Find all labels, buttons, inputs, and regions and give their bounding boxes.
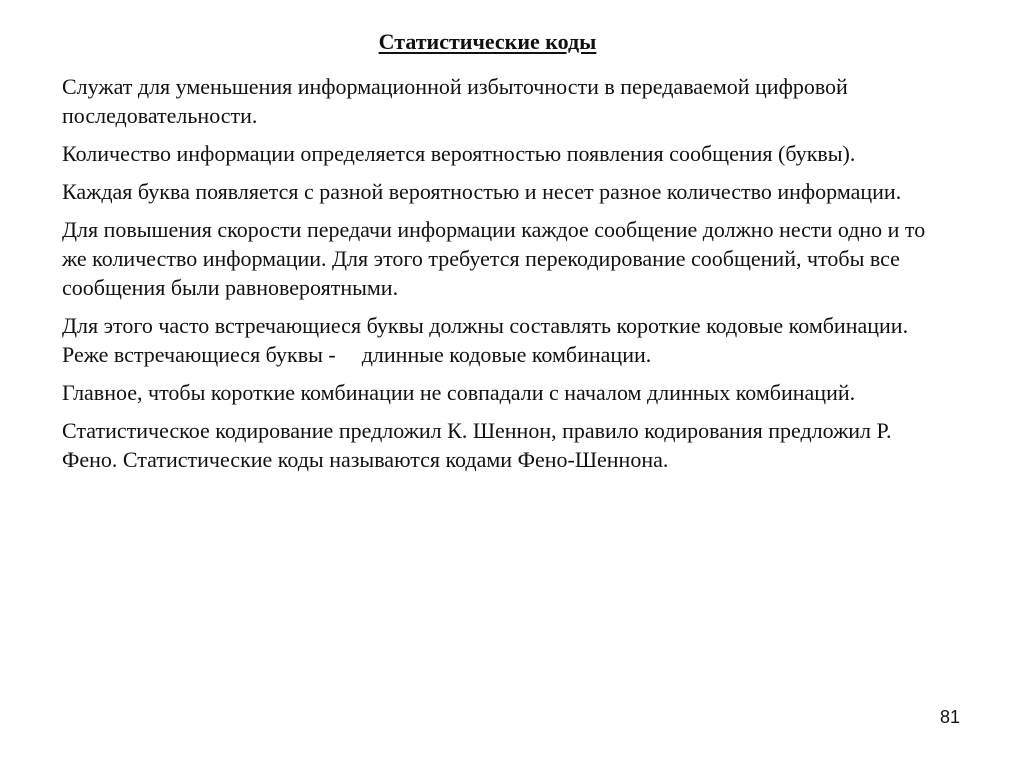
page-number: 81 [939,707,960,727]
paragraph-letter-probability: Каждая буква появляется с разной вероятностью и несет разное количество информации. [62,179,902,204]
paragraph-code-lengths-part-1: Для этого часто встречающиеся буквы должны составлять короткие кодовые комбинации. Реже встречающиеся буквы - [62,313,909,367]
paragraph-information-amount: Количество информации определяется вероятностью появления сообщения (буквы). [62,141,856,166]
paragraph-transmission-speed: Для повышения скорости передачи информации каждое сообщение должно нести одно и то же количество информации. Для этого требуется перекодирование сообщений, чтобы все сообщения были равновероятными. [62,217,926,300]
paragraph-code-lengths-part-2: длинные кодовые комбинации. [361,342,652,367]
paragraph-code-lengths [62,311,942,369]
slide-body [62,72,942,483]
paragraph-purpose: Служат для уменьшения информационной избыточности в передаваемой цифровой последовательности. [62,74,848,128]
slide-title: Статистические коды [378,29,597,54]
paragraph-prefix-condition: Главное, чтобы короткие комбинации не совпадали с началом длинных комбинаций. [62,380,856,405]
paragraph-shannon-fano: Статистическое кодирование предложил К. Шеннон, правило кодирования предложил Р. Фено. Статистические коды называются кодами Фено-Шеннона. [62,418,892,472]
